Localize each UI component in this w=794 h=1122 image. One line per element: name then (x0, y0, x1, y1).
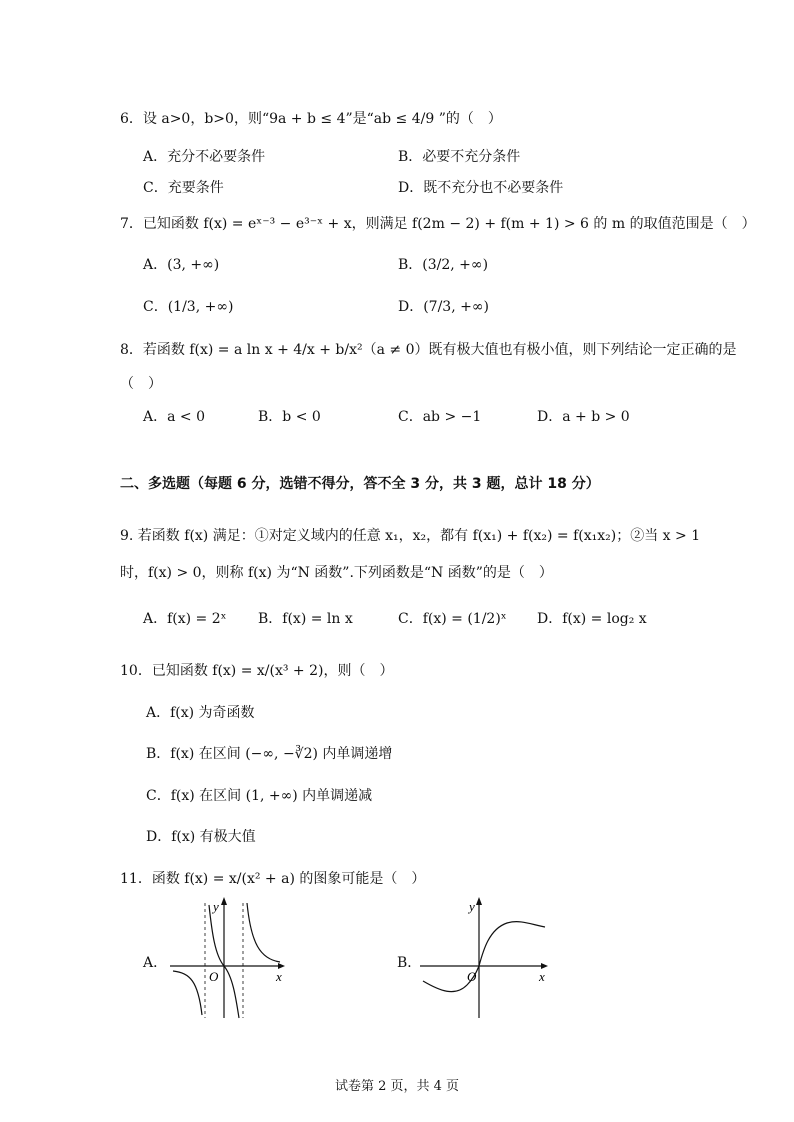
q8-option-d: D．a + b > 0 (537, 409, 630, 425)
q10-option-c: C．f(x) 在区间 (1, +∞) 内单调递减 (146, 788, 373, 804)
q11-stem: 11．函数 f(x) = x/(x² + a) 的图象可能是（ ） (120, 871, 426, 887)
q6-option-c: C．充要条件 (143, 180, 224, 196)
q7-option-b: B．(3/2, +∞) (398, 257, 489, 273)
origin-label: O (467, 969, 477, 984)
y-axis-label: y (213, 899, 219, 914)
curve (423, 922, 545, 992)
q10-option-a: A．f(x) 为奇函数 (146, 705, 255, 721)
q11-graph-a (165, 893, 290, 1023)
x-axis-label: x (539, 969, 545, 984)
q10-stem: 10．已知函数 f(x) = x/(x³ + 2)，则（ ） (120, 663, 394, 679)
q8-stem-continued: （ ） (120, 376, 162, 392)
q7-stem: 7．已知函数 f(x) = eˣ⁻³ − e³⁻ˣ + x，则满足 f(2m − 2) + f(m + 1) > 6 的 m 的取值范围是（ ） (120, 216, 756, 232)
q9-stem-line1: 9. 若函数 f(x) 满足：①对定义域内的任意 x₁，x₂，都有 f(x₁) + f(x₂) = f(x₁x₂)；②当 x > 1 (120, 528, 701, 544)
q8-option-a: A．a < 0 (143, 409, 205, 425)
q8-option-b: B．b < 0 (258, 409, 321, 425)
q9-option-b: B．f(x) = ln x (258, 611, 353, 627)
q9-option-c: C．f(x) = (1/2)ˣ (398, 611, 507, 627)
y-axis-arrow-icon (476, 897, 482, 905)
section-2-heading: 二、多选题（每题 6 分，选错不得分，答不全 3 分，共 3 题，总计 18 分） (120, 476, 600, 492)
curve-right-branch (247, 903, 280, 962)
q11-graph-b (415, 893, 555, 1023)
q6-option-a: A．充分不必要条件 (143, 149, 266, 165)
q6-stem: 6．设 a>0，b>0，则“9a + b ≤ 4”是“ab ≤ 4/9 ”的（ ） (120, 111, 502, 127)
q7-option-d: D．(7/3, +∞) (398, 299, 489, 315)
q7-option-c: C．(1/3, +∞) (143, 299, 234, 315)
x-axis-label: x (276, 969, 282, 984)
q11-option-b-label: B． (397, 955, 422, 971)
q9-option-a: A．f(x) = 2ˣ (143, 611, 227, 627)
q11-option-a-label: A． (143, 955, 168, 971)
origin-label: O (209, 969, 219, 984)
y-axis-arrow-icon (221, 897, 227, 905)
q10-option-b: B．f(x) 在区间 (−∞, −∛2) 内单调递增 (146, 746, 393, 762)
q6-option-d: D．既不充分也不必要条件 (398, 180, 564, 196)
curve-left-branch (173, 971, 202, 1015)
y-axis-label: y (469, 899, 475, 914)
page-footer: 试卷第 2 页，共 4 页 (334, 1079, 460, 1094)
q9-stem-line2: 时，f(x) > 0，则称 f(x) 为“N 函数”.下列函数是“N 函数”的是（ ） (120, 565, 553, 581)
q8-option-c: C．ab > −1 (398, 409, 482, 425)
q8-stem: 8．若函数 f(x) = a ln x + 4/x + b/x²（a ≠ 0）既有极大值也有极小值，则下列结论一定正确的是 (120, 342, 737, 358)
q10-option-d: D．f(x) 有极大值 (146, 829, 256, 845)
q9-option-d: D．f(x) = log₂ x (537, 611, 647, 627)
q7-option-a: A．(3, +∞) (143, 257, 220, 273)
q6-option-b: B．必要不充分条件 (398, 149, 521, 165)
